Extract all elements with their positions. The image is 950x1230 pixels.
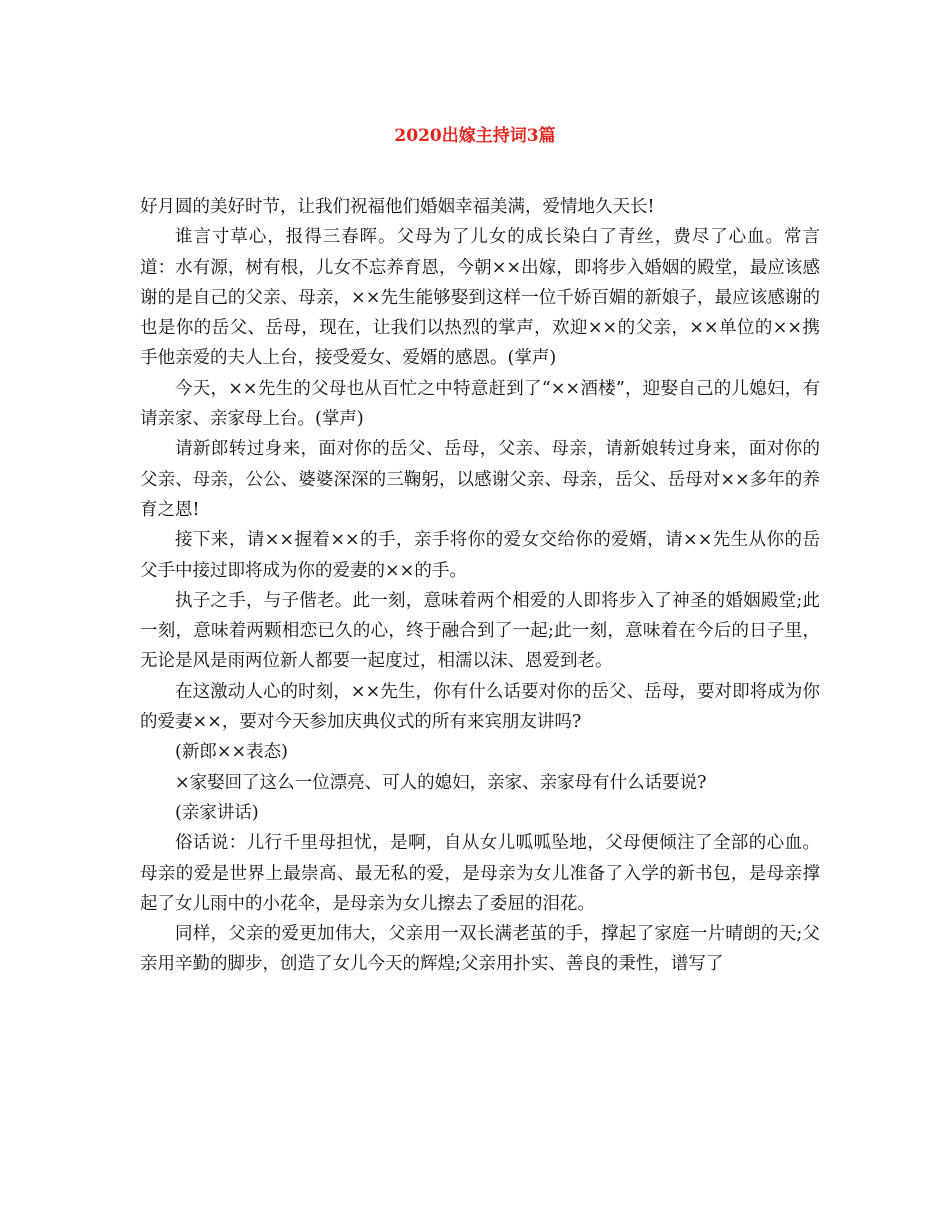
paragraph: ×家娶回了这么一位漂亮、可人的媳妇，亲家、亲家母有什么话要说? [175,772,707,793]
paragraph: 在这激动人心的时刻，××先生，你有什么话要对你的岳父、岳母，要对即将成为你的爱妻××，要对今天参加庆典仪式的所有来宾朋友讲吗? [140,681,820,733]
paragraph: 执子之手，与子偕老。此一刻，意味着两个相爱的人即将步入了神圣的婚姻殿堂;此一刻，意味着两颗相恋已久的心，终于融合到了一起;此一刻，意味着在今后的日子里，无论是风是雨两位新人都要一起度过，相濡以沫、恩爱到老。 [140,590,820,672]
paragraph: 同样，父亲的爱更加伟大，父亲用一双长满老茧的手，撑起了家庭一片晴朗的天;父亲用辛勤的脚步，创造了女儿今天的辉煌;父亲用扑实、善良的秉性，谱写了 [140,924,820,975]
paragraph: 俗话说：儿行千里母担忧，是啊，自从女儿呱呱坠地，父母便倾注了全部的心血。母亲的爱是世界上最崇高、最无私的爱，是母亲为女儿准备了入学的新书包，是母亲撑起了女儿雨中的小花伞，是母亲为女儿擦去了委屈的泪花。 [140,833,820,914]
paragraph: 请新郎转过身来，面对你的岳父、岳母，父亲、母亲，请新娘转过身来，面对你的父亲、母亲，公公、婆婆深深的三鞠躬，以感谢父亲、母亲，岳父、岳母对××多年的养育之恩! [140,439,820,520]
document-title: 2020出嫁主持词3篇 [394,126,556,146]
paragraph: 接下来，请××握着××的手，亲手将你的爱女交给你的爱婿，请××先生从你的岳父手中接过即将成为你的爱妻的××的手。 [140,530,820,581]
paragraph: 谁言寸草心，报得三春晖。父母为了儿女的成长染白了青丝，费尽了心血。常言道：水有源，树有根，儿女不忘养育恩，今朝××出嫁，即将步入婚姻的殿堂，最应该感谢的是自己的父亲、母亲，××先生能够娶到这样一位千娇百媚的新娘子，最应该感谢的也是你的岳父、岳母，现在，让我们以热烈的掌声，欢迎××的父亲，××单位的××携手他亲爱的夫人上台，接受爱女、爱婿的感恩。(掌声) [140,227,820,369]
paragraph: (亲家讲话) [175,802,259,823]
paragraph: 今天，××先生的父母也从百忙之中特意赶到了“××酒楼”，迎娶自己的儿媳妇，有请亲家、亲家母上台。(掌声) [140,378,820,430]
document-body [140,192,820,980]
paragraph: (新郎××表态) [175,742,288,763]
paragraph: 好月圆的美好时节，让我们祝福他们婚姻幸福美满，爱情地久天长! [140,197,655,217]
